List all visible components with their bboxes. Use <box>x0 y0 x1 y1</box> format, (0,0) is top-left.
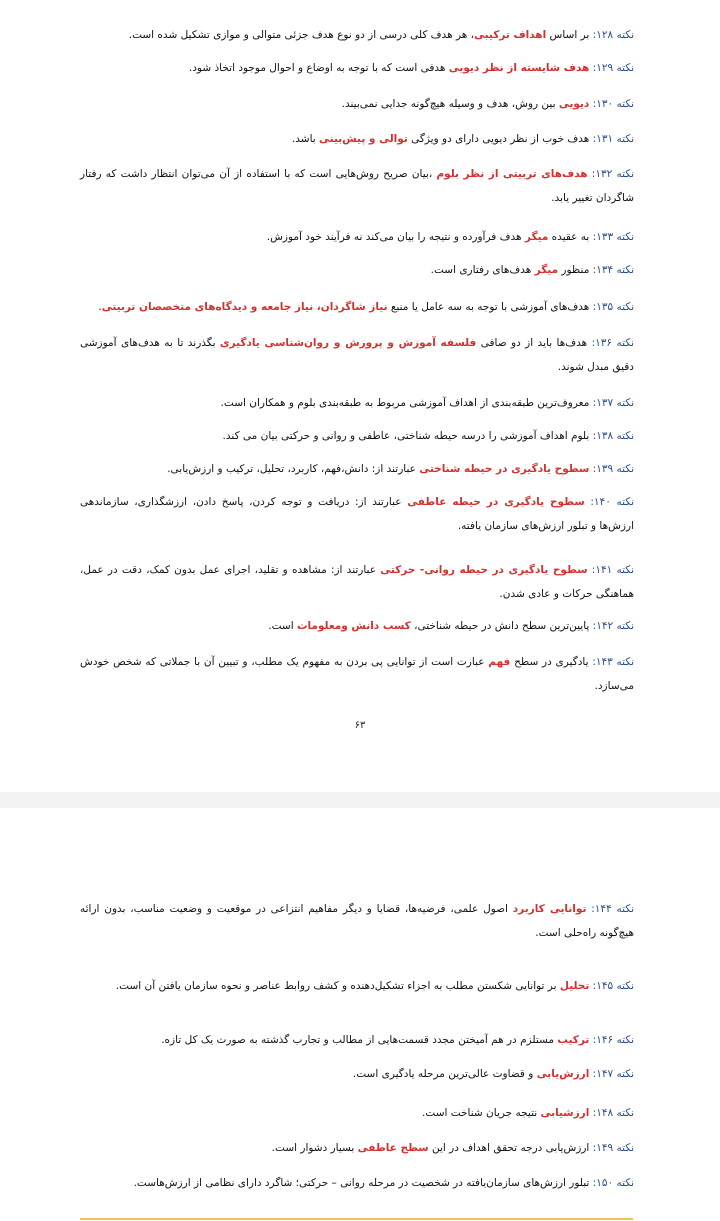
highlighted-term: هدف‌های تربیتی از نظر بلوم <box>436 168 588 180</box>
note-text: ،بیان صریح روش‌هایی است که با استفاده از آن می‌توان انتظار داشت که رفتار شاگردان تغییر یابد. <box>80 168 634 204</box>
note-text: عبارتند از: مشاهده و تقلید، اجرای عمل بدون کمک، دقت در عمل، هماهنگی حرکات و عادی شدن. <box>80 564 634 600</box>
highlighted-term: ارزشیابی <box>540 1107 590 1119</box>
note-text: بین روش، هدف و وسیله هیچ‌گونه جدایی نمی‌بیند. <box>341 98 559 110</box>
highlighted-term: کسب دانش ومعلومات <box>296 620 411 632</box>
note-item <box>80 1101 634 1125</box>
note-item <box>80 490 634 538</box>
highlighted-term: دیویی <box>558 98 590 110</box>
note-text: هدف‌های آموزشی با توجه به سه عامل یا منبع <box>387 301 593 313</box>
note-text: عبارت است از توانایی پی بردن به مفهوم یک مطلب، و تبیین آن با جملاتی که شخص خودش می‌سازد. <box>80 656 634 692</box>
note-text: بلوم اهداف آموزشی را درسه حیطه شناختی، عاطفی و روانی و حرکتی بیان می کند. <box>222 430 593 442</box>
note-item <box>80 258 634 282</box>
note-label: نکته ۱۵۰: <box>592 1177 634 1189</box>
note-label: نکته ۱۳۴: <box>592 264 634 276</box>
note-text: عبارتند از: دانش،فهم، کاربرد، تحلیل، ترکیب و ارزش‌یابی. <box>167 463 420 475</box>
note-text: پایین‌ترین سطح دانش در حیطه شناختی، <box>410 620 593 632</box>
note-text: ارزش‌یابی درجه تحقق اهداف در این <box>428 1142 593 1154</box>
note-text: تبلور ارزش‌های سازمان‌یافته در شخصیت در مرحله روانی – حرکتی؛ شاگرد دارای نظامی از ارزش‌هاست. <box>133 1177 593 1189</box>
note-text: باشد. <box>291 133 320 145</box>
note-text: هدفی است که با توجه به اوضاع و احوال موجود اتخاذ شود. <box>188 62 449 74</box>
note-label: نکته ۱۳۰: <box>592 98 634 110</box>
note-item <box>80 391 634 415</box>
note-text: عبارتند از: دریافت و توجه کردن، پاسخ دادن، ارزشگذاری، سازماندهی ارزش‌ها و تبلور ارزش‌های سازمان یافته. <box>80 496 634 532</box>
highlighted-term: توانایی کاربرد <box>512 903 587 915</box>
note-text: ، هر هدف کلی درسی از دو نوع هدف جزئی متوالی و موازی تشکیل شده است. <box>128 29 475 41</box>
note-item <box>80 331 634 379</box>
highlighted-term: هدف شایسته از نظر دیویی <box>448 62 590 74</box>
note-label: نکته ۱۴۴: <box>591 903 635 915</box>
highlighted-term: ترکیب <box>557 1034 590 1046</box>
note-label: نکته ۱۳۶: <box>591 337 635 349</box>
note-item <box>80 1062 634 1086</box>
note-label: نکته ۱۴۵: <box>592 980 634 992</box>
note-text: بر توانایی شکستن مطلب به اجزاء تشکیل‌دهنده و کشف روابط عناصر و نحوه سازمان یافتن آن است. <box>115 980 560 992</box>
note-label: نکته ۱۴۰: <box>590 496 635 508</box>
note-item <box>80 1171 634 1195</box>
highlighted-term: میگر <box>534 264 559 276</box>
note-text: است. <box>268 620 297 632</box>
highlighted-term: فلسفه آموزش و پرورش و روان‌شناسی یادگیری <box>219 337 477 349</box>
highlighted-term: ارزش‌یابی <box>536 1068 590 1080</box>
note-label: نکته ۱۴۸: <box>592 1107 634 1119</box>
note-label: نکته ۱۴۷: <box>592 1068 634 1080</box>
highlighted-term: توالی و پیش‌بینی <box>319 133 408 145</box>
note-text: هدف خوب از نظر دیویی دارای دو ویژگی <box>407 133 593 145</box>
note-label: نکته ۱۳۷: <box>592 397 634 409</box>
note-label: نکته ۱۲۸: <box>592 29 634 41</box>
note-label: نکته ۱۴۶: <box>592 1034 634 1046</box>
note-label: نکته ۱۴۳: <box>592 656 635 668</box>
note-text: اصول علمی، فرضیه‌ها، قضایا و دیگر مفاهیم انتزاعی در موقعیت و وضعیت مناسب، بدون ارائه هیچ‌گونه راه‌حلی است. <box>80 903 634 939</box>
highlighted-term: سطوح یادگیری در حیطه عاطفی <box>407 496 585 508</box>
note-item <box>80 127 634 151</box>
note-text: نتیجه جریان شناخت است. <box>422 1107 541 1119</box>
note-text: معروف‌ترین طبقه‌بندی از اهداف آموزشی مربوط به طبقه‌بندی بلوم و همکاران است. <box>220 397 593 409</box>
note-text: و قضاوت عالی‌ترین مرحله یادگیری است. <box>352 1068 537 1080</box>
highlighted-term: فهم <box>488 656 511 668</box>
note-item <box>80 295 634 319</box>
note-item <box>80 897 634 945</box>
highlighted-term: سطوح یادگیری در حیطه روانی- حرکتی <box>380 564 588 576</box>
note-label: نکته ۱۳۵: <box>592 301 634 313</box>
highlighted-term: نیاز شاگردان، نیاز جامعه و دیدگاه‌های متخصصان تربیتی <box>101 301 388 313</box>
page-separator <box>0 792 720 808</box>
note-text: . <box>98 301 102 313</box>
note-label: نکته ۱۴۲: <box>592 620 634 632</box>
note-item <box>80 162 634 210</box>
note-item <box>80 56 634 80</box>
note-text: مستلزم در هم آمیختن مجدد قسمت‌هایی از مطالب و تجارب گذشته به صورت یک کل تازه. <box>161 1034 558 1046</box>
note-item <box>80 457 634 481</box>
highlighted-term: سطح عاطفی <box>357 1142 429 1154</box>
page-number: ۶۳ <box>354 720 366 731</box>
note-item <box>80 558 634 606</box>
note-item <box>80 424 634 448</box>
footer-divider <box>80 1218 633 1220</box>
note-item <box>80 225 634 249</box>
note-label: نکته ۱۳۹: <box>592 463 634 475</box>
highlighted-term: اهداف ترکیبی <box>474 29 547 41</box>
note-text: یادگیری در سطح <box>510 656 593 668</box>
note-text: به عقیده <box>548 231 593 243</box>
note-item <box>80 1136 634 1160</box>
highlighted-term: تحلیل <box>559 980 590 992</box>
highlighted-term: سطوح یادگیری در حیطه شناختی <box>419 463 590 475</box>
note-text: هدف‌ها باید از دو صافی <box>476 337 592 349</box>
note-label: نکته ۱۳۲: <box>591 168 635 180</box>
highlighted-term: میگر <box>524 231 549 243</box>
note-label: نکته ۱۳۳: <box>592 231 634 243</box>
note-label: نکته ۱۲۹: <box>592 62 634 74</box>
note-text: بسیار دشوار است. <box>271 1142 358 1154</box>
note-item <box>80 23 634 47</box>
note-item <box>80 974 634 998</box>
note-text: منظور <box>558 264 593 276</box>
note-item <box>80 92 634 116</box>
note-item <box>80 614 634 638</box>
note-text: هدف فرآورده و نتیجه را بیان می‌کند نه فرآیند خود آموزش. <box>266 231 525 243</box>
note-label: نکته ۱۳۱: <box>592 133 634 145</box>
note-text: بگذرند تا به هدف‌های آموزشی دقیق مبدل شوند. <box>80 337 634 373</box>
note-item <box>80 1028 634 1052</box>
note-item <box>80 650 634 698</box>
note-label: نکته ۱۳۸: <box>592 430 634 442</box>
note-label: نکته ۱۴۹: <box>592 1142 634 1154</box>
note-label: نکته ۱۴۱: <box>591 564 634 576</box>
note-text: هدف‌های رفتاری است. <box>430 264 535 276</box>
note-text: بر اساس <box>546 29 593 41</box>
